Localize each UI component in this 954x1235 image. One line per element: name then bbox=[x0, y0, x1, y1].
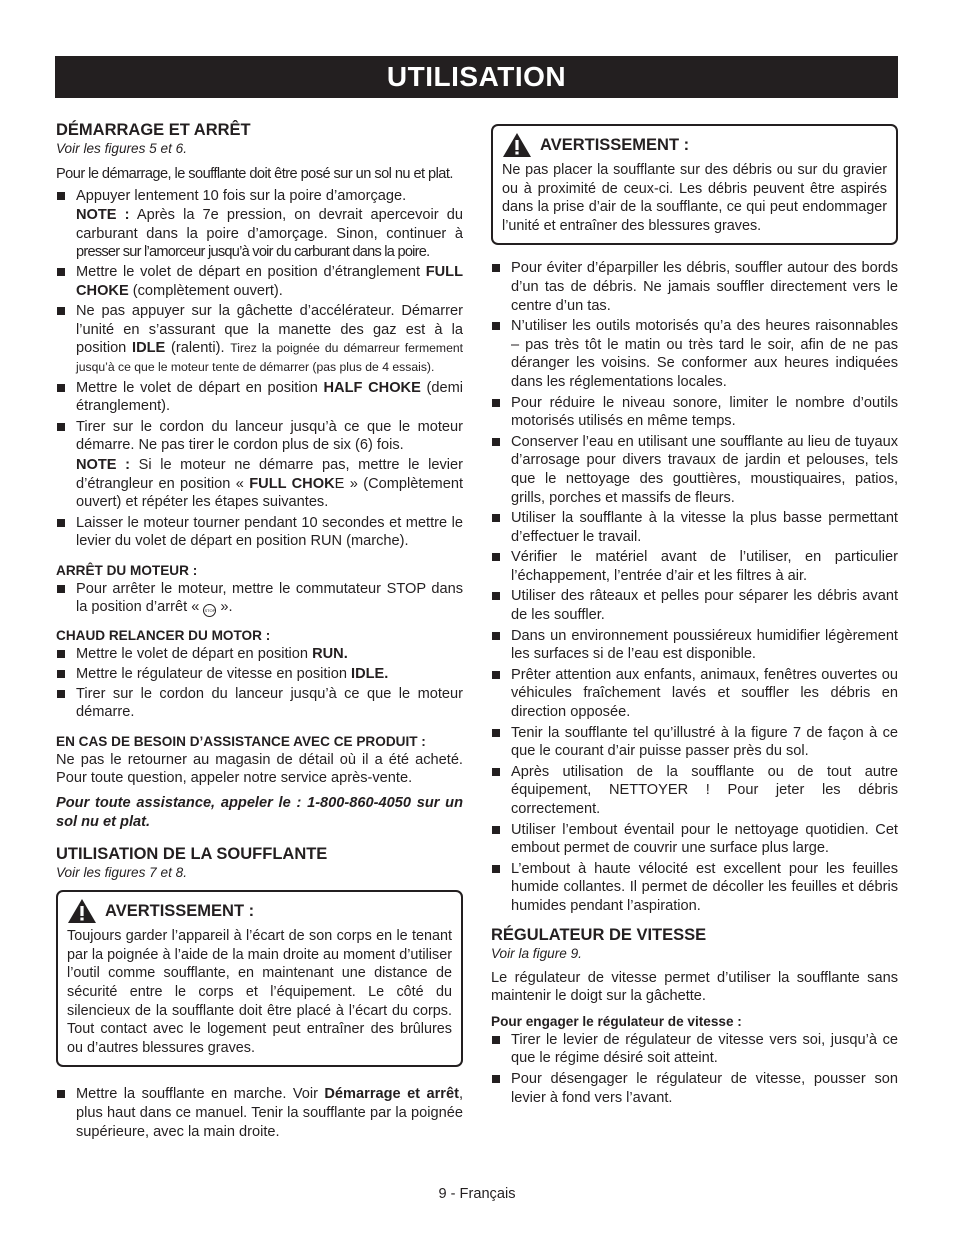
list-item: Après utilisation de la soufflante ou de tout autre équipement, NETTOYER ! Pour jeter les débris correctement. bbox=[491, 763, 898, 819]
list-item: Tirer le levier de régulateur de vitesse vers soi, jusqu’à ce que le régime désiré soit atteint. bbox=[491, 1031, 898, 1068]
list-item: Pour réduire le niveau sonore, limiter le nombre d’outils motorisés utilisés en même temps. bbox=[491, 394, 898, 431]
list-item: Tirer sur le cordon du lanceur jusqu’à ce que le moteur démarre. Ne pas tirer le cordon plus de six (6) fois. NOTE : Si le moteur ne démarre pas, mettre le levier d’étrangleur en position « FULL CHOKE » (Complètement ouvert) et répéter les étapes suivantes. bbox=[56, 418, 463, 512]
list-item: Tirer sur le cordon du lanceur jusqu’à ce que le moteur démarre. bbox=[56, 685, 463, 722]
list-item: N’utiliser les outils motorisés qu’a des heures raisonnables – pas très tôt le matin ou très tard le soir, afin de ne pas déranger les voisins. Se conformer aux heures indiquées dans les réglementations locales. bbox=[491, 317, 898, 391]
page-title-banner bbox=[55, 56, 898, 98]
arret-list bbox=[56, 580, 463, 618]
warning-title: AVERTISSEMENT : bbox=[540, 135, 690, 154]
note: NOTE : Après la 7e pression, on devrait apercevoir du carburant dans la poire d’amorçage. Sinon, continuer à presser sur l’amorceur jusqu’à voir du carburant dans la poire. bbox=[76, 207, 463, 261]
warning-text: Ne pas placer la soufflante sur des débris ou sur du gravier ou à proximité de ceux-ci. Les débris peuvent être aspirés dans la prise d’air de la soufflante, ce qui peut endommager l’unité et entraîner des blessures graves. bbox=[502, 162, 887, 234]
warning-text: Toujours garder l’appareil à l’écart de son corps en le tenant par la poignée à l’aide de la main droite au moment d’utiliser l’outil comme soufflante, en maintenant une distance de sécurité entre le corps et l’équipement. Le côté du silencieux de la soufflante doit être placé à l’écart du corps. Tout contact avec le logement peut entraîner des brûlures ou d’autres blessures graves. bbox=[67, 928, 452, 1056]
left-column bbox=[56, 120, 463, 1141]
list-item: Conserver l’eau en utilisant une soufflante au lieu de tuyaux d’arrosage pour divers travaux de jardin et pelouses, tels que le nettoyage des gouttières, moustiquaires, patios, grills, porches et massifs de fleurs. bbox=[491, 433, 898, 507]
warning-triangle-icon bbox=[67, 898, 97, 924]
figure-reference: Voir les figures 7 et 8. bbox=[56, 865, 187, 881]
tips-list bbox=[491, 259, 898, 915]
list-item: Vérifier le matériel avant de l’utiliser, en particulier l’échappement, l’entrée d’air et les filtres à air. bbox=[491, 548, 898, 585]
page-number: 9 - Français bbox=[438, 1186, 516, 1202]
section-heading-demarrage: DÉMARRAGE ET ARRÊT bbox=[56, 121, 251, 139]
right-column bbox=[491, 124, 898, 1107]
warning-box bbox=[491, 124, 898, 245]
list-item: Prêter attention aux enfants, animaux, fenêtres ouvertes ou véhicules fraîchement lavés et souffler les débris en direction opposée. bbox=[491, 666, 898, 722]
list-item: Utiliser la soufflante à la vitesse la plus basse permettant d’effectuer le travail. bbox=[491, 509, 898, 546]
utilisation-list bbox=[56, 1085, 463, 1141]
list-item: Dans un environnement poussiéreux humidifier légèrement les surfaces si de l’eau est disponible. bbox=[491, 627, 898, 664]
assistance-phone: Pour toute assistance, appeler le : 1-800-860-4050 sur un sol nu et plat. bbox=[56, 795, 463, 830]
warning-header bbox=[67, 898, 452, 924]
regulateur-text: Le régulateur de vitesse permet d’utiliser la soufflante sans maintenir le doigt sur la gâchette. bbox=[491, 969, 898, 1005]
list-item: Mettre le régulateur de vitesse en position IDLE. bbox=[56, 665, 463, 684]
subheading-arret: ARRÊT DU MOTEUR : bbox=[56, 562, 198, 578]
intro-text: Pour le démarrage, le soufflante doit être posé sur un sol nu et plat. bbox=[56, 166, 453, 182]
stop-switch-icon: STOP bbox=[203, 604, 216, 617]
section-heading-utilisation: UTILISATION DE LA SOUFFLANTE bbox=[56, 845, 328, 864]
regulateur-list bbox=[491, 1031, 898, 1107]
list-item: Mettre le volet de départ en position d’étranglement FULL CHOKE (complètement ouvert). bbox=[56, 263, 463, 300]
list-item: Mettre la soufflante en marche. Voir Démarrage et arrêt, plus haut dans ce manuel. Tenir la soufflante par la poignée supérieure, avec la main droite. bbox=[56, 1085, 463, 1141]
list-item: Mettre le volet de départ en position RUN. bbox=[56, 645, 463, 664]
list-item: Utiliser l’embout éventail pour le nettoyage quotidien. Cet embout permet de couvrir une surface plus large. bbox=[491, 821, 898, 858]
list-item: Appuyer lentement 10 fois sur la poire d’amorçage. NOTE : Après la 7e pression, on devrait apercevoir du carburant dans la poire d’amorçage. Sinon, continuer à presser sur l’amorceur jusqu’à voir du carburant dans la poire. bbox=[56, 187, 463, 262]
warning-title: AVERTISSEMENT : bbox=[105, 901, 255, 920]
subheading-chaud: CHAUD RELANCER DU MOTOR : bbox=[56, 628, 271, 644]
list-item: Mettre le volet de départ en position HALF CHOKE (demi étranglement). bbox=[56, 379, 463, 416]
warning-triangle-icon bbox=[502, 132, 532, 158]
warning-header bbox=[502, 132, 887, 158]
list-item: Laisser le moteur tourner pendant 10 secondes et mettre le levier du volet de départ en position RUN (marche). bbox=[56, 514, 463, 551]
demarrage-list bbox=[56, 187, 463, 551]
note: NOTE : Si le moteur ne démarre pas, mettre le levier d’étrangleur en position « FULL CHOKE » (Complètement ouvert) et répéter les étapes suivantes. bbox=[76, 456, 463, 511]
list-item: Utiliser des râteaux et pelles pour séparer les débris avant de les souffler. bbox=[491, 587, 898, 624]
list-item: Ne pas appuyer sur la gâchette d’accélérateur. Démarrer l’unité en s’assurant que la manette des gaz est à la position IDLE (ralenti). Tirez la poignée du démarreur fermement jusqu’à ce que le moteur tente de démarrer (pas plus de 4 essais). bbox=[56, 302, 463, 376]
warning-box bbox=[56, 890, 463, 1067]
list-item: L’embout à haute vélocité est excellent pour les feuilles humide collantes. Il permet de décoller les feuilles et débris humides pendant l’aspiration. bbox=[491, 860, 898, 916]
list-item: Tenir la soufflante tel qu’illustré à la figure 7 de façon à ce que le courant d’air puisse passer près du sol. bbox=[491, 724, 898, 761]
chaud-list bbox=[56, 645, 463, 721]
subheading-engager: Pour engager le régulateur de vitesse : bbox=[491, 1013, 742, 1029]
figure-reference: Voir la figure 9. bbox=[491, 945, 582, 961]
page-title: UTILISATION bbox=[386, 61, 567, 92]
list-item: Pour arrêter le moteur, mettre le commutateur STOP dans la position d’arrêt « STOP ». bbox=[56, 580, 463, 618]
assistance-text: Ne pas le retourner au magasin de détail où il a été acheté. Pour toute question, appeler notre service après-vente. bbox=[56, 751, 463, 787]
section-heading-regulateur: RÉGULATEUR DE VITESSE bbox=[491, 925, 707, 944]
list-item: Pour désengager le régulateur de vitesse, pousser son levier à fond vers l’avant. bbox=[491, 1070, 898, 1107]
list-item: Pour éviter d’éparpiller les débris, souffler autour des bords d’un tas de débris. Ne jamais souffler directement vers le centre d’un tas. bbox=[491, 259, 898, 315]
subheading-assistance: EN CAS DE BESOIN D’ASSISTANCE AVEC CE PRODUIT : bbox=[56, 733, 426, 749]
figure-reference: Voir les figures 5 et 6. bbox=[56, 141, 187, 156]
